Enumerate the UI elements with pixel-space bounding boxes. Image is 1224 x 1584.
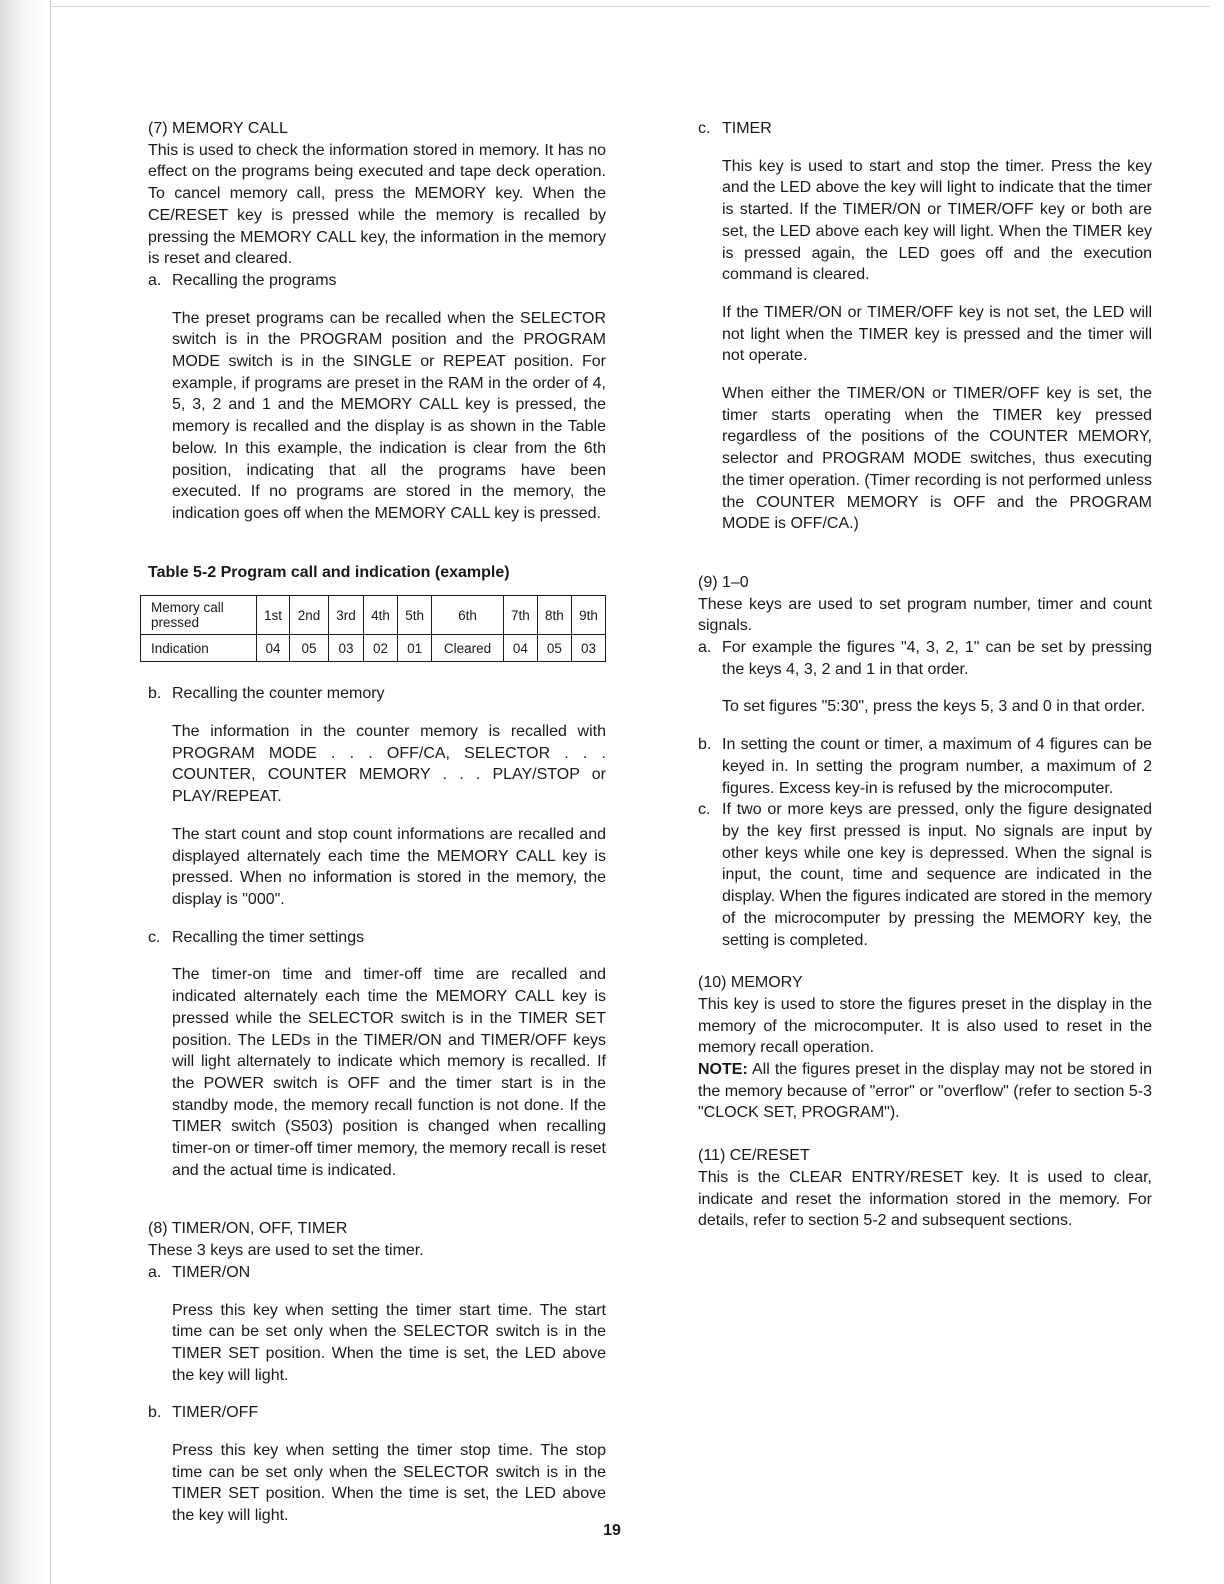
page-top-edge-line (50, 6, 1210, 7)
section-9a-body-1: For example the figures "4, 3, 2, 1" can be set by pressing the keys 4, 3, 2 and 1 in that order. (722, 639, 1152, 678)
section-7b-body-2: The start count and stop count informations are recalled and displayed alternately each time the MEMORY CALL key is pressed. When no information is stored in the memory, the display is "000". (172, 825, 606, 908)
table-cell: 03 (329, 635, 364, 662)
program-call-table (140, 595, 606, 662)
table-cell: 05 (290, 635, 329, 662)
section-7b (148, 683, 606, 705)
table-row-header: Memory call pressed (141, 596, 257, 635)
table-cell: 8th (537, 596, 571, 635)
table-cell: 04 (257, 635, 290, 662)
section-9a-label: a. (698, 639, 712, 657)
table-cell: 3rd (329, 596, 364, 635)
section-8b-label: b. (148, 1404, 162, 1422)
scan-edge-shadow (0, 0, 50, 1584)
section-9c (698, 799, 1152, 951)
table-row-memory-call (141, 596, 606, 635)
table-cell: 5th (398, 596, 432, 635)
section-10-note (698, 1059, 1152, 1124)
section-9b-label: b. (698, 736, 712, 754)
section-8b-body: Press this key when setting the timer stop time. The stop time can be set only when the SELECTOR switch is in the TIMER SET position. When the time is set, the LED above the key will light. (172, 1442, 606, 1525)
section-8a-title: TIMER/ON (172, 1263, 251, 1281)
section-7b-body-1: The information in the counter memory is recalled with PROGRAM MODE . . . OFF/CA, SELECTOR . . . COUNTER, COUNTER MEMORY . . . PLAY/STOP or PLAY/REPEAT. (172, 723, 606, 806)
section-9b (698, 734, 1152, 799)
section-7c (148, 927, 606, 949)
table-cell: 05 (537, 635, 571, 662)
section-7a (148, 270, 606, 292)
section-7-body: This is used to check the information stored in memory. It has no effect on the programs being executed and tape deck operation. To cancel memory call, press the MEMORY key. When the CE/RESET key is pressed while the memory is recalled by pressing the MEMORY CALL key, the information in the memory is reset and cleared. (148, 141, 606, 268)
section-8c-body-1: This key is used to start and stop the timer. Press the key and the LED above the key will light to indicate that the timer is started. If the TIMER/ON or TIMER/OFF key or both are set, the LED above each key will light. When the TIMER key is pressed again, the LED goes off and the execution command is cleared. (722, 157, 1152, 284)
left-column (148, 118, 606, 1543)
table-cell: 1st (257, 596, 290, 635)
section-8c-body-3: When either the TIMER/ON or TIMER/OFF key is set, the timer starts operating when the TIMER key pressed regardless of the positions of the COUNTER MEMORY, selector and PROGRAM MODE switches, thus executing the timer operation. (Timer recording is not performed unless the COUNTER MEMORY is OFF and the PROGRAM MODE is OFF/CA.) (722, 385, 1152, 533)
section-10-body: This key is used to store the figures preset in the display in the memory of the microcomputer. It is also used to reset in the memory recall operation. (698, 995, 1152, 1057)
table-caption: Table 5-2 Program call and indication (example) (148, 563, 510, 581)
section-10-heading: (10) MEMORY (698, 974, 803, 992)
table-cell: Cleared (432, 635, 504, 662)
section-7-heading: (7) MEMORY CALL (148, 120, 288, 137)
section-11-heading: (11) CE/RESET (698, 1147, 810, 1165)
table-cell: 03 (571, 635, 605, 662)
section-8a (148, 1262, 606, 1284)
section-9c-label: c. (698, 801, 711, 819)
note-body: All the figures preset in the display may not be stored in the memory because of "error" or "overflow" (refer to section 5-3 "CLOCK SET, PROGRAM"). (698, 1061, 1153, 1122)
section-7b-label: b. (148, 685, 162, 703)
table-cell: 04 (503, 635, 537, 662)
table-row-header: Indication (141, 635, 257, 662)
note-label: NOTE: (698, 1061, 748, 1079)
section-11-body: This is the CLEAR ENTRY/RESET key. It is used to clear, indicate and reset the information stored in the memory. For details, refer to section 5-2 and subsequent sections. (698, 1168, 1152, 1230)
table-cell: 02 (364, 635, 398, 662)
section-8-heading: (8) TIMER/ON, OFF, TIMER (148, 1220, 348, 1238)
page-left-edge-line (50, 0, 51, 1584)
table-cell: 4th (364, 596, 398, 635)
section-8c-title: TIMER (722, 120, 772, 137)
section-8b (148, 1402, 606, 1424)
section-9a-body-2: To set figures "5:30", press the keys 5, 3 and 0 in that order. (722, 698, 1146, 716)
section-7a-body: The preset programs can be recalled when the SELECTOR switch is in the PROGRAM position and the PROGRAM MODE switch is in the SINGLE or REPEAT position. For example, if programs are preset in the RAM in the order of 4, 5, 3, 2 and 1 and the MEMORY CALL key is pressed, the memory is recalled and the display is as shown in the Table below. In this example, the indication is clear from the 6th position, indicating that all the programs have been executed. If no programs are stored in the memory, the indication goes off when the MEMORY CALL key is pressed. (172, 309, 606, 522)
section-9-body: These keys are used to set program number, timer and count signals. (698, 595, 1152, 635)
section-7b-title: Recalling the counter memory (172, 685, 385, 703)
section-8c-body-2: If the TIMER/ON or TIMER/OFF key is not set, the LED will not light when the TIMER key is pressed and the timer will not operate. (722, 303, 1152, 365)
table-cell: 01 (398, 635, 432, 662)
section-9c-body: If two or more keys are pressed, only the figure designated by the key first pressed is input. No signals are input by other keys while one key is depressed. When the signal is input, the count, time and sequence are indicated in the display. When the figures indicated are stored in the memory of the microcomputer by pressing the MEMORY key, the setting is completed. (722, 801, 1152, 949)
table-cell: 2nd (290, 596, 329, 635)
section-7a-title: Recalling the programs (172, 271, 337, 289)
section-8c-label: c. (698, 120, 711, 137)
section-7c-body: The timer-on time and timer-off time are recalled and indicated alternately each time the MEMORY CALL key is pressed while the SELECTOR switch is in the TIMER SET position. The LEDs in the TIMER/ON and TIMER/OFF keys will light alternately to indicate which memory is recalled. If the POWER switch is OFF and the timer start is in the standby mode, the memory recall function is not done. If the TIMER switch (S503) position is changed when recalling timer-on or timer-off timer memory, the memory recall is reset and the actual time is indicated. (172, 966, 606, 1179)
section-9a (698, 637, 1152, 680)
section-7c-label: c. (148, 928, 161, 946)
page-number: 19 (603, 1522, 621, 1539)
table-cell: 6th (432, 596, 504, 635)
section-8c (698, 118, 1152, 140)
table-cell: 9th (571, 596, 605, 635)
section-8a-body: Press this key when setting the timer start time. The start time can be set only when the SELECTOR switch is in the TIMER SET position. When the time is set, the LED above the key will light. (172, 1301, 606, 1384)
section-9-heading: (9) 1–0 (698, 573, 749, 591)
right-column (698, 118, 1152, 1232)
section-7a-label: a. (148, 271, 162, 289)
section-8b-title: TIMER/OFF (172, 1404, 259, 1422)
section-8a-label: a. (148, 1263, 162, 1281)
section-9b-body: In setting the count or timer, a maximum of 4 figures can be keyed in. In setting the program number, a maximum of 2 figures. Excess key-in is refused by the microcomputer. (722, 736, 1152, 797)
section-8-body: These 3 keys are used to set the timer. (148, 1242, 424, 1260)
table-row-indication (141, 635, 606, 662)
table-cell: 7th (503, 596, 537, 635)
section-7c-title: Recalling the timer settings (172, 928, 365, 946)
